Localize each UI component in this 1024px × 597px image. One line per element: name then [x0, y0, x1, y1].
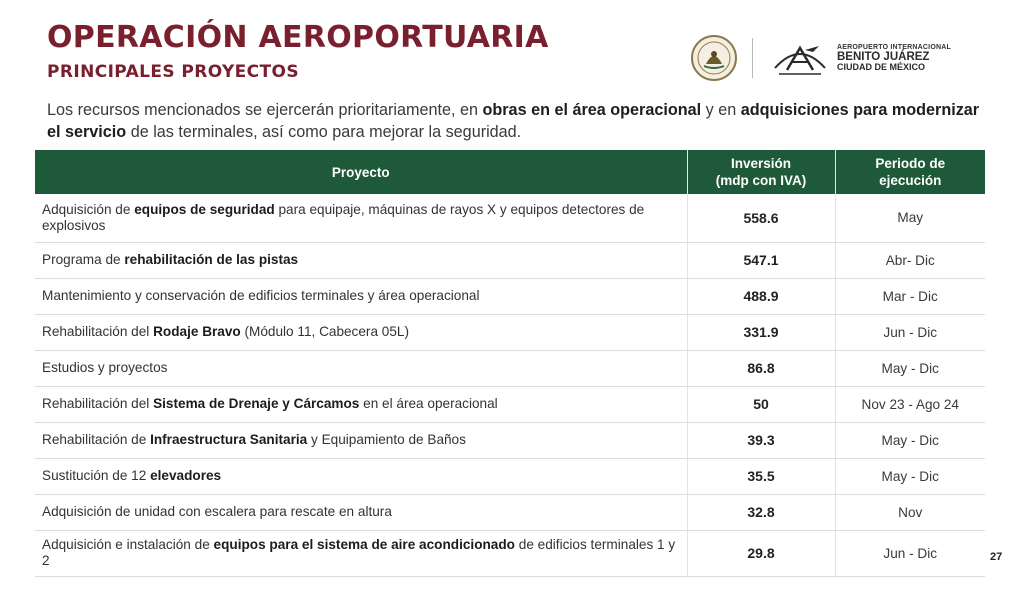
table-row — [35, 194, 985, 242]
investment-cell: 35.5 — [687, 458, 835, 494]
project-highlight: Rodaje Bravo — [153, 324, 241, 339]
project-text: Adquisición de unidad con escalera para rescate en altura — [42, 504, 392, 519]
project-text: Sustitución de 12 — [42, 468, 151, 483]
project-text-rest: (Módulo 11, Cabecera 05L) — [240, 324, 409, 339]
project-cell — [35, 494, 687, 530]
header-project — [35, 150, 687, 194]
intro-paragraph — [47, 99, 992, 143]
airport-line-3: CIUDAD DE MÉXICO — [837, 61, 926, 72]
period-cell: Mar - Dic — [835, 278, 985, 314]
table-row — [35, 314, 985, 350]
project-text: Programa de — [42, 252, 125, 267]
project-text-rest: para equipaje, máquinas de rayos X y equipos detectores de explosivos — [42, 201, 645, 233]
table-row — [35, 458, 985, 494]
project-text: Mantenimiento y conservación de edificios terminales y área operacional — [42, 288, 480, 303]
project-highlight: equipos de seguridad — [134, 201, 275, 217]
header-investment-l1: Inversión — [730, 156, 792, 171]
period-cell: Jun - Dic — [835, 530, 985, 576]
investment-cell: 29.8 — [687, 530, 835, 576]
project-cell — [35, 242, 687, 278]
project-highlight: Infraestructura Sanitaria — [150, 432, 308, 447]
period-cell: May - Dic — [835, 350, 985, 386]
project-cell — [35, 350, 687, 386]
investment-cell: 50 — [687, 386, 835, 422]
project-cell — [35, 530, 687, 576]
period-cell: Nov 23 - Ago 24 — [835, 386, 985, 422]
project-highlight: equipos para el sistema de aire acondicionado — [213, 537, 515, 552]
investment-cell: 488.9 — [687, 278, 835, 314]
investment-cell: 32.8 — [687, 494, 835, 530]
project-cell — [35, 458, 687, 494]
period-cell: May — [835, 194, 985, 242]
project-text: Rehabilitación del — [42, 396, 154, 411]
period-cell: May - Dic — [835, 458, 985, 494]
investment-cell: 558.6 — [687, 194, 835, 242]
airport-name — [837, 44, 951, 73]
table-row — [35, 530, 985, 576]
project-text: Adquisición de — [42, 201, 135, 217]
investment-cell: 331.9 — [687, 314, 835, 350]
period-cell: Nov — [835, 494, 985, 530]
project-text-rest: en el área operacional — [359, 396, 498, 411]
period-cell: Abr- Dic — [835, 242, 985, 278]
period-cell: Jun - Dic — [835, 314, 985, 350]
project-text: Adquisición e instalación de — [42, 537, 214, 552]
projects-table — [35, 150, 985, 577]
page-title: OPERACIÓN AEROPORTUARIA — [47, 20, 549, 55]
project-highlight: rehabilitación de las pistas — [124, 252, 299, 267]
mexico-seal-icon — [690, 34, 738, 82]
intro-bold-2: adquisiciones para modernizar el servicio — [47, 101, 980, 141]
intro-bold-1: obras en el área operacional — [482, 101, 702, 119]
project-text: Rehabilitación del — [42, 324, 154, 339]
project-cell — [35, 386, 687, 422]
table-row — [35, 350, 985, 386]
project-cell — [35, 422, 687, 458]
intro-text-1: Los recursos mencionados se ejercerán prioritariamente, en — [47, 101, 483, 119]
investment-cell: 39.3 — [687, 422, 835, 458]
header-period — [835, 150, 985, 194]
airport-line-2: BENITO JUÁREZ — [837, 50, 930, 63]
project-highlight: Sistema de Drenaje y Cárcamos — [153, 396, 360, 411]
table-row — [35, 494, 985, 530]
page-subtitle: PRINCIPALES PROYECTOS — [47, 62, 300, 82]
investment-cell: 86.8 — [687, 350, 835, 386]
table-row — [35, 278, 985, 314]
header-period-l1: Periodo de — [875, 156, 946, 171]
header-logos — [690, 32, 980, 84]
investment-cell: 547.1 — [687, 242, 835, 278]
intro-text-2: y en — [701, 101, 741, 119]
project-cell — [35, 194, 687, 242]
table-header-row — [35, 150, 985, 194]
airport-logo-icon — [769, 38, 831, 78]
airport-line-1: AEROPUERTO INTERNACIONAL — [837, 43, 951, 51]
period-cell: May - Dic — [835, 422, 985, 458]
project-text: Estudios y proyectos — [42, 360, 168, 375]
project-text-rest: y Equipamiento de Baños — [307, 432, 466, 447]
table-row — [35, 242, 985, 278]
project-text-rest: de edificios terminales 1 y 2 — [42, 537, 676, 568]
intro-text-3: de las terminales, así como para mejorar la seguridad. — [126, 123, 522, 141]
project-highlight: elevadores — [150, 468, 222, 483]
project-cell — [35, 314, 687, 350]
header-investment-l2: (mdp con IVA) — [715, 173, 807, 188]
project-cell — [35, 278, 687, 314]
table-row — [35, 386, 985, 422]
table-row — [35, 422, 985, 458]
page-number: 27 — [990, 551, 1003, 563]
header-project-label: Proyecto — [331, 164, 390, 180]
project-text: Rehabilitación de — [42, 432, 151, 447]
logo-divider — [752, 38, 753, 78]
header-period-l2: ejecución — [879, 173, 942, 188]
header-investment — [687, 150, 835, 194]
